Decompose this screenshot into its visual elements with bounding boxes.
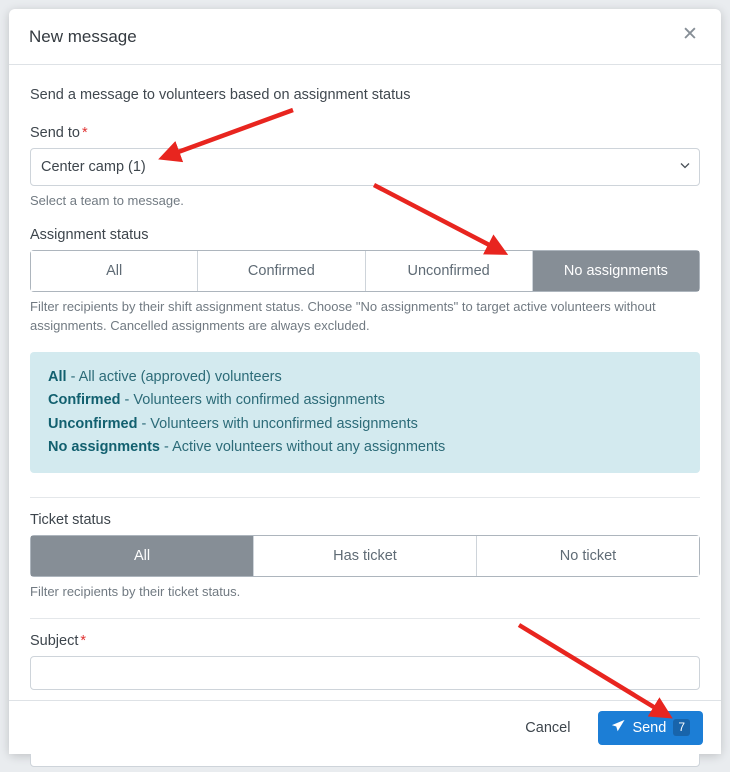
- dialog-body: [9, 65, 721, 700]
- assignment-status-confirmed[interactable]: Confirmed: [197, 251, 364, 291]
- subject-input[interactable]: [30, 656, 700, 690]
- send-to-help: Select a team to message.: [30, 193, 184, 208]
- send-button-label: Send: [632, 719, 667, 736]
- legend-desc: - Active volunteers without any assignments: [164, 438, 446, 455]
- assignment-status-unconfirmed[interactable]: Unconfirmed: [365, 251, 532, 291]
- legend-term: Confirmed: [48, 392, 121, 409]
- close-icon[interactable]: ✕: [677, 22, 703, 48]
- required-marker: *: [82, 125, 88, 141]
- divider: [30, 618, 700, 619]
- ticket-status-help: Filter recipients by their ticket status.: [30, 584, 241, 600]
- send-button[interactable]: [598, 711, 703, 745]
- legend-desc: - Volunteers with confirmed assignments: [124, 392, 385, 409]
- send-count-badge: 7: [673, 719, 690, 736]
- assignment-status-group: [30, 250, 700, 292]
- legend-item: [48, 389, 682, 412]
- dialog-description: Send a message to volunteers based on assignment status: [30, 87, 411, 103]
- divider: [30, 497, 700, 498]
- legend-item: [48, 436, 682, 459]
- subject-label-text: Subject: [30, 633, 79, 650]
- send-to-select[interactable]: [30, 148, 700, 186]
- subject-label: [30, 633, 700, 649]
- legend-item: [48, 413, 682, 436]
- page-title: New message: [29, 26, 137, 46]
- required-marker: *: [80, 633, 87, 650]
- send-to-field: [30, 148, 700, 186]
- legend-term: No assignments: [48, 438, 160, 455]
- assignment-status-all[interactable]: All: [31, 251, 197, 291]
- ticket-status-no-ticket[interactable]: No ticket: [476, 536, 699, 576]
- legend-term: All: [48, 368, 67, 385]
- ticket-status-all[interactable]: All: [31, 536, 253, 576]
- legend-desc: - Volunteers with unconfirmed assignments: [141, 415, 418, 432]
- ticket-status-label: Ticket status: [30, 512, 111, 529]
- status-legend: [30, 352, 700, 474]
- assignment-status-label: Assignment status: [30, 226, 149, 243]
- legend-term: Unconfirmed: [48, 415, 138, 432]
- send-to-label-text: Send to: [30, 125, 80, 141]
- legend-item: [48, 366, 682, 389]
- dialog-footer: [9, 700, 721, 754]
- new-message-dialog: [9, 9, 721, 754]
- send-to-label: [30, 125, 700, 141]
- ticket-status-group: [30, 535, 700, 577]
- dialog-header: [9, 9, 721, 65]
- paper-plane-icon: [611, 719, 625, 737]
- legend-desc: - All active (approved) volunteers: [70, 368, 282, 385]
- assignment-status-no-assignments[interactable]: No assignments: [532, 251, 699, 291]
- cancel-button[interactable]: Cancel: [509, 711, 586, 745]
- ticket-status-has-ticket[interactable]: Has ticket: [253, 536, 476, 576]
- assignment-status-help: Filter recipients by their shift assignment status. Choose "No assignments" to target active volunteers without assignments. Cancelled assignments are always excluded.: [30, 298, 656, 333]
